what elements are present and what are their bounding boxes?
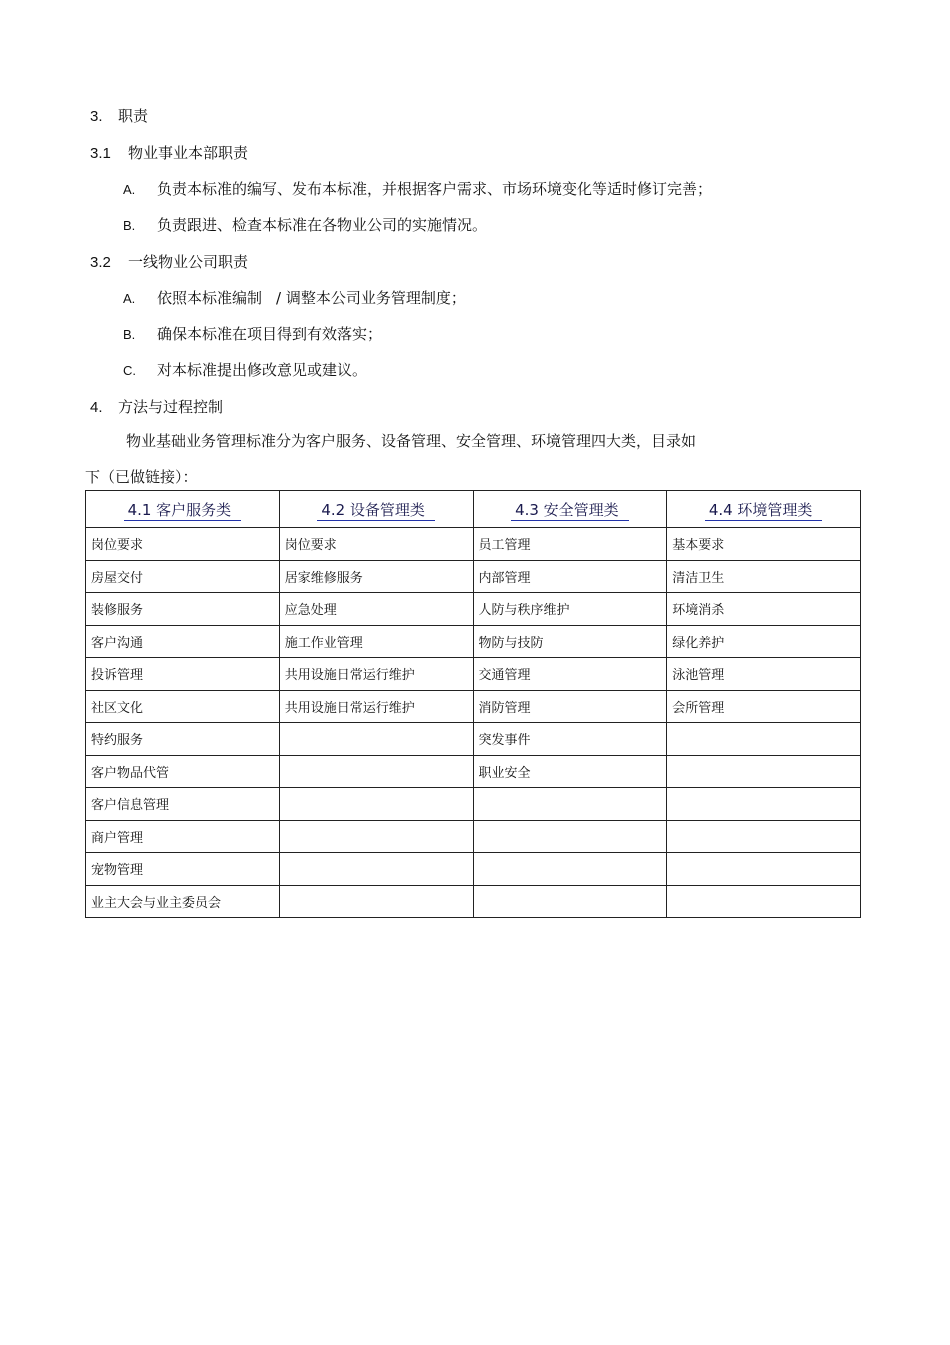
- section-3-heading: [90, 106, 148, 127]
- cell-text: 环境消杀: [672, 603, 725, 619]
- section-number: 4.: [90, 399, 103, 416]
- cell-text: 客户沟通: [91, 635, 144, 651]
- table-row: [86, 658, 861, 691]
- table-cell: [473, 658, 667, 691]
- table-cell: [86, 625, 280, 658]
- intro-paragraph-line-1: 物业基础业务管理标准分为客户服务、设备管理、安全管理、环境管理四大类，目录如: [126, 432, 697, 450]
- table-cell: [86, 593, 280, 626]
- item-letter: A.: [123, 291, 136, 306]
- cell-text: 岗位要求: [284, 538, 337, 554]
- cell-text: 投诉管理: [91, 668, 144, 684]
- table-row: [86, 755, 861, 788]
- catalog-header-cell: [86, 491, 280, 528]
- table-row: [86, 820, 861, 853]
- cell-text: 绿化养护: [672, 635, 725, 651]
- table-cell: [279, 560, 473, 593]
- section-3-2-heading: [90, 252, 248, 273]
- cell-text: 物防与技防: [478, 635, 544, 651]
- table-cell: [473, 690, 667, 723]
- section-title: 物业事业本部职责: [128, 144, 249, 162]
- table-cell: [279, 853, 473, 886]
- intro-paragraph-line-2: 下（已做链接）：: [85, 468, 198, 486]
- table-cell: [473, 885, 667, 918]
- table-cell: [667, 690, 861, 723]
- cell-text: 装修服务: [91, 603, 144, 619]
- table-cell: [667, 658, 861, 691]
- cell-text: 居家维修服务: [284, 570, 363, 586]
- table-cell: [667, 593, 861, 626]
- item-text: 负责跟进、检查本标准在各物业公司的实施情况。: [157, 216, 488, 234]
- table-cell: [279, 593, 473, 626]
- table-row: [86, 723, 861, 756]
- cell-text: 特约服务: [91, 733, 144, 749]
- customer-service-link[interactable]: 4.1 客户服务类: [124, 501, 242, 521]
- item-letter: A.: [123, 182, 136, 197]
- table-row: [86, 885, 861, 918]
- cell-text: 商户管理: [91, 830, 144, 846]
- section-title: 方法与过程控制: [118, 398, 224, 416]
- cell-text: 业主大会与业主委员会: [91, 895, 222, 911]
- item-letter: C.: [123, 363, 136, 378]
- safety-management-link[interactable]: 4.3 安全管理类: [511, 501, 629, 521]
- cell-text: 内部管理: [478, 570, 531, 586]
- section-3-1-heading: [90, 143, 248, 164]
- table-cell: [279, 658, 473, 691]
- list-item: [123, 215, 487, 236]
- cell-text: 交通管理: [478, 668, 531, 684]
- cell-text: 消防管理: [478, 700, 531, 716]
- table-cell: [473, 625, 667, 658]
- cell-text: 泳池管理: [672, 668, 725, 684]
- cell-text: 清洁卫生: [672, 570, 725, 586]
- cell-text: 共用设施日常运行维护: [284, 700, 415, 716]
- section-4-heading: [90, 397, 223, 418]
- table-cell: [667, 755, 861, 788]
- catalog-header-row: [86, 491, 861, 528]
- cell-text: 宠物管理: [91, 863, 144, 879]
- table-cell: [86, 853, 280, 886]
- item-text: 依照本标准编制: [157, 289, 263, 307]
- cell-text: 岗位要求: [91, 538, 144, 554]
- table-cell: [473, 528, 667, 561]
- table-cell: [86, 690, 280, 723]
- table-cell: [86, 723, 280, 756]
- environment-management-link[interactable]: 4.4 环境管理类: [705, 501, 823, 521]
- cell-text: 客户物品代管: [91, 765, 170, 781]
- cell-text: 社区文化: [91, 700, 144, 716]
- table-cell: [279, 755, 473, 788]
- cell-text: 员工管理: [478, 538, 531, 554]
- table-row: [86, 528, 861, 561]
- item-letter: B.: [123, 327, 136, 342]
- cell-text: 施工作业管理: [284, 635, 363, 651]
- section-number: 3.: [90, 108, 103, 125]
- catalog-table: [85, 490, 861, 918]
- item-text: 负责本标准的编写、发布本标准，并根据客户需求、市场环境变化等适时修订完善；: [157, 180, 713, 198]
- section-number: 3.1: [90, 145, 111, 162]
- cell-text: 共用设施日常运行维护: [284, 668, 415, 684]
- equipment-management-link[interactable]: 4.2 设备管理类: [317, 501, 435, 521]
- table-cell: [86, 658, 280, 691]
- list-item: [123, 324, 382, 345]
- section-title: 职责: [118, 107, 149, 125]
- table-row: [86, 560, 861, 593]
- list-item: [123, 179, 712, 200]
- table-cell: [279, 690, 473, 723]
- item-text: / 调整本公司业务管理制度；: [276, 289, 466, 307]
- table-cell: [667, 853, 861, 886]
- table-cell: [473, 593, 667, 626]
- table-cell: [86, 885, 280, 918]
- catalog-header-cell: [473, 491, 667, 528]
- table-cell: [667, 788, 861, 821]
- table-cell: [473, 560, 667, 593]
- cell-text: 人防与秩序维护: [478, 603, 570, 619]
- table-cell: [473, 788, 667, 821]
- table-cell: [86, 755, 280, 788]
- table-cell: [86, 528, 280, 561]
- table-row: [86, 853, 861, 886]
- cell-text: 职业安全: [478, 765, 531, 781]
- table-cell: [279, 820, 473, 853]
- table-row: [86, 625, 861, 658]
- table-cell: [473, 820, 667, 853]
- item-text: 对本标准提出修改意见或建议。: [157, 361, 368, 379]
- table-cell: [86, 788, 280, 821]
- table-cell: [86, 820, 280, 853]
- item-letter: B.: [123, 218, 136, 233]
- section-title: 一线物业公司职责: [128, 253, 249, 271]
- cell-text: 房屋交付: [91, 570, 144, 586]
- table-cell: [473, 853, 667, 886]
- catalog-header-cell: [279, 491, 473, 528]
- item-text: 确保本标准在项目得到有效落实；: [157, 325, 383, 343]
- section-number: 3.2: [90, 254, 111, 271]
- table-cell: [667, 723, 861, 756]
- table-cell: [279, 625, 473, 658]
- table-cell: [667, 820, 861, 853]
- table-row: [86, 593, 861, 626]
- table-cell: [473, 723, 667, 756]
- table-cell: [667, 560, 861, 593]
- table-cell: [473, 755, 667, 788]
- table-cell: [667, 528, 861, 561]
- table-cell: [279, 885, 473, 918]
- table-cell: [279, 528, 473, 561]
- cell-text: 基本要求: [672, 538, 725, 554]
- table-cell: [667, 625, 861, 658]
- table-row: [86, 690, 861, 723]
- table-cell: [86, 560, 280, 593]
- table-row: [86, 788, 861, 821]
- cell-text: 会所管理: [672, 700, 725, 716]
- cell-text: 应急处理: [284, 603, 337, 619]
- catalog-header-cell: [667, 491, 861, 528]
- cell-text: 客户信息管理: [91, 798, 170, 814]
- list-item: [123, 288, 466, 309]
- table-cell: [667, 885, 861, 918]
- list-item: [123, 360, 367, 381]
- table-cell: [279, 723, 473, 756]
- table-cell: [279, 788, 473, 821]
- cell-text: 突发事件: [478, 733, 531, 749]
